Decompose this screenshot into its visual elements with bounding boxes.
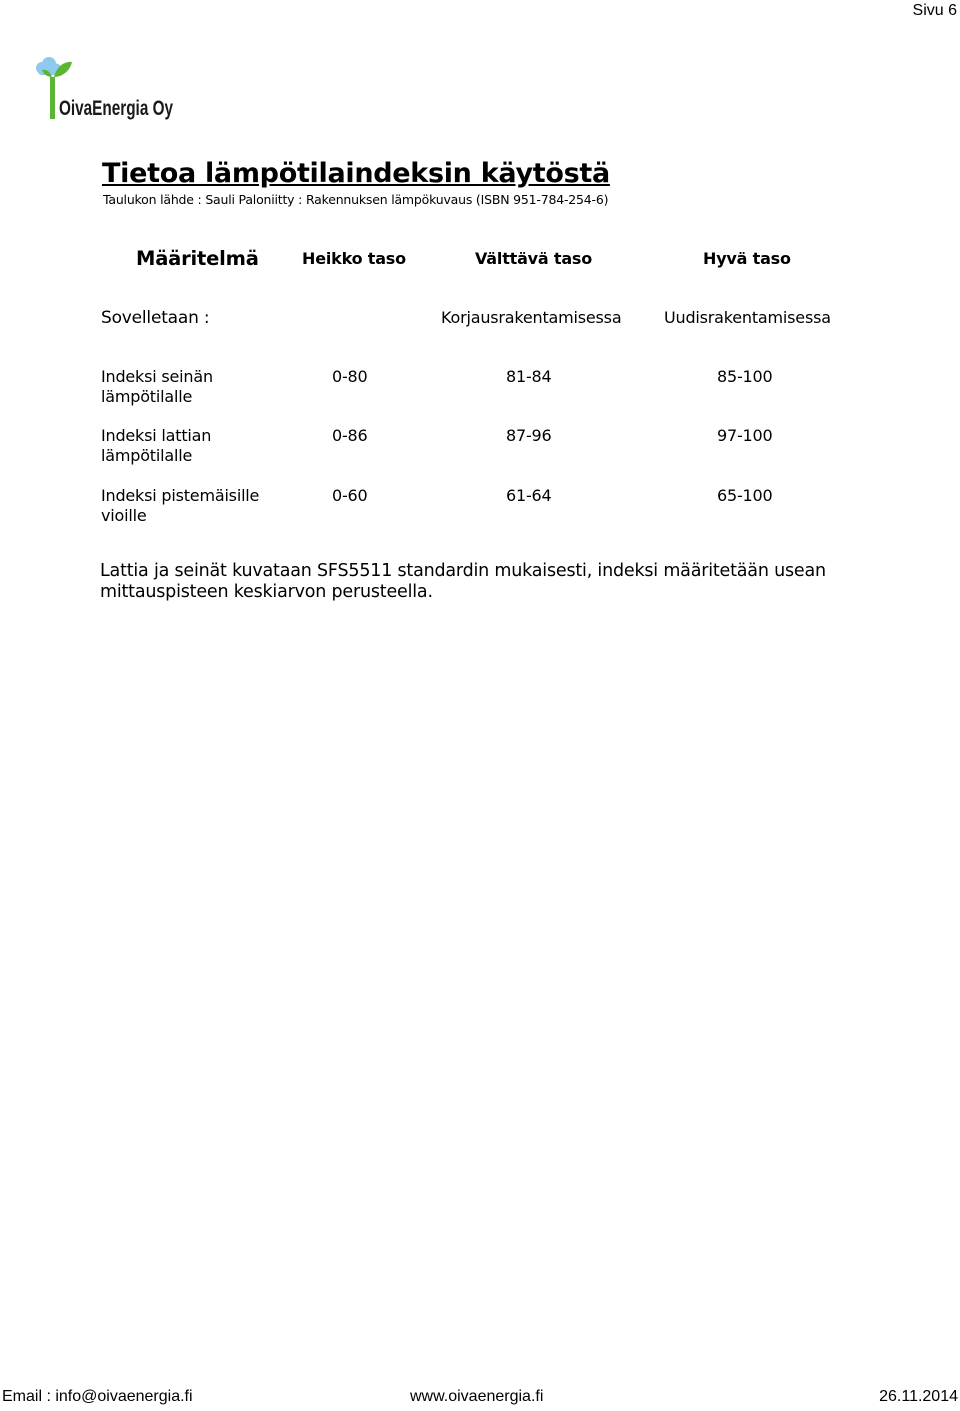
applied-good: Uudisrakentamisessa: [664, 308, 831, 327]
row-wall-good: 85-100: [717, 367, 773, 386]
row-point-weak: 0-60: [332, 486, 368, 505]
applied-label: Sovelletaan :: [101, 308, 210, 328]
row-wall-weak: 0-80: [332, 367, 368, 386]
header-fair: Välttävä taso: [475, 249, 593, 268]
footer-email: Email : info@oivaenergia.fi: [2, 1388, 193, 1405]
page-number: Sivu 6: [912, 2, 957, 19]
row-label-wall: Indeksi seinän lämpötilalle: [101, 367, 213, 406]
row-label-point: Indeksi pistemäisille vioille: [101, 486, 260, 525]
page-title: Tietoa lämpötilaindeksin käytöstä: [102, 158, 610, 189]
row-wall-fair: 81-84: [506, 367, 552, 386]
header-weak: Heikko taso: [302, 249, 406, 268]
company-logo: [30, 55, 180, 125]
row-label-floor: Indeksi lattian lämpötilalle: [101, 426, 212, 465]
applied-fair: Korjausrakentamisessa: [441, 308, 622, 327]
measurement-note: Lattia ja seinät kuvataan SFS5511 standardin mukaisesti, indeksi määritetään usean mittauspisteen keskiarvon perusteella.: [100, 561, 826, 602]
row-floor-fair: 87-96: [506, 426, 552, 445]
row-floor-good: 97-100: [717, 426, 773, 445]
row-floor-weak: 0-86: [332, 426, 368, 445]
row-point-good: 65-100: [717, 486, 773, 505]
logo-text: OivaEnergia Oy: [59, 97, 174, 120]
source-subtitle: Taulukon lähde : Sauli Paloniitty : Rakennuksen lämpökuvaus (ISBN 951-784-254-6): [103, 192, 609, 207]
row-point-fair: 61-64: [506, 486, 552, 505]
leaf-cloud-icon: [30, 55, 180, 125]
header-good: Hyvä taso: [703, 249, 791, 268]
header-definition: Määritelmä: [136, 247, 259, 270]
footer-date: 26.11.2014: [879, 1388, 958, 1405]
footer-website: www.oivaenergia.fi: [410, 1388, 544, 1405]
